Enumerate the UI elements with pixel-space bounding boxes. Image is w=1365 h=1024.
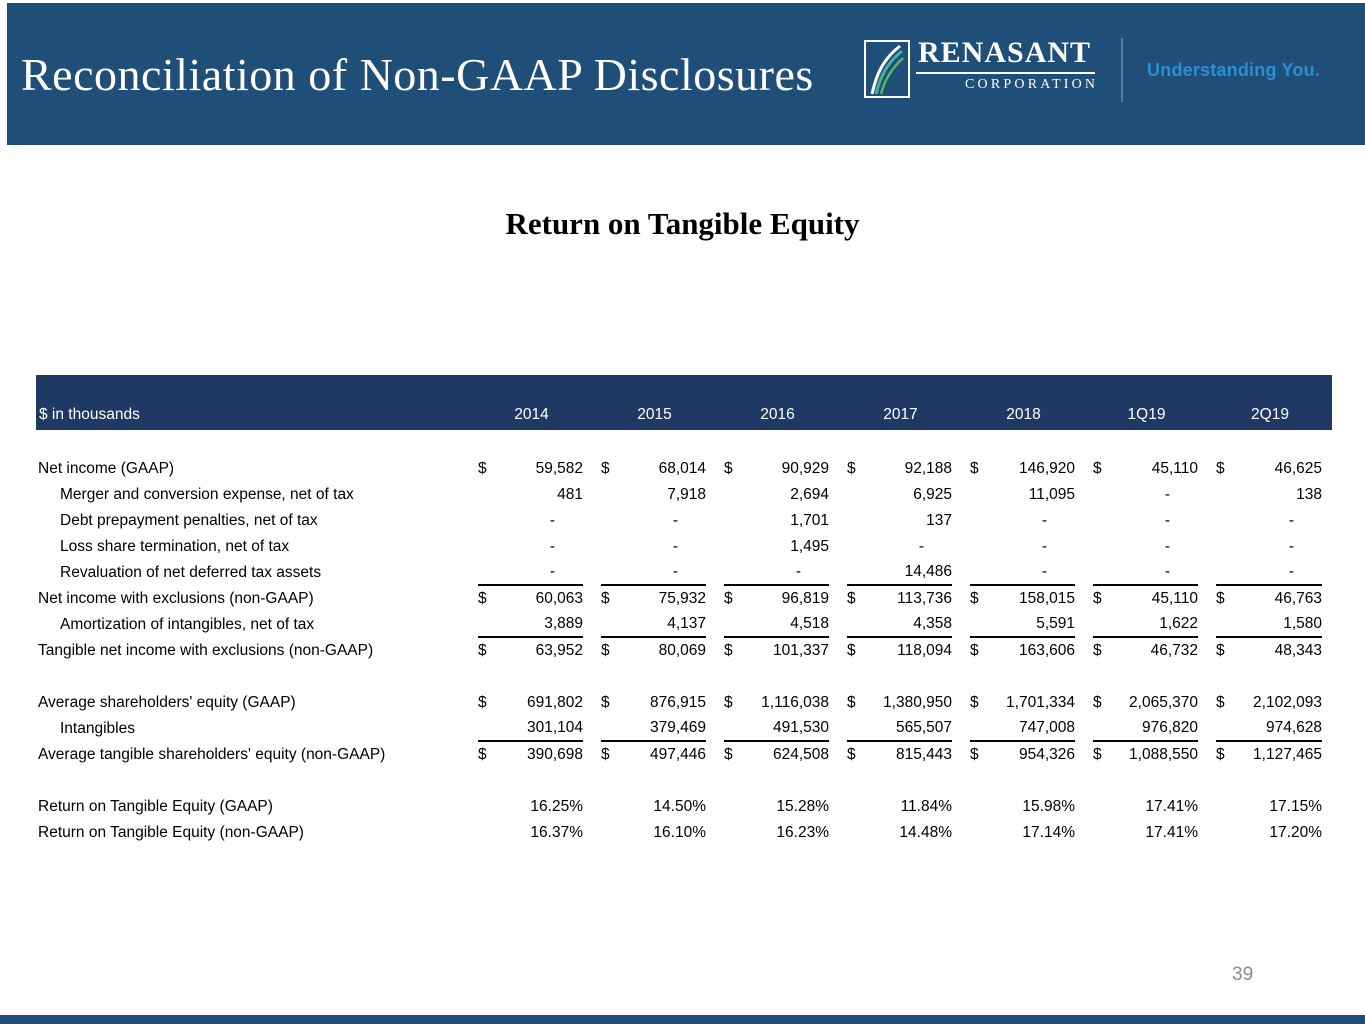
cell (470, 716, 593, 742)
column-header-1q19: 1Q19 (1085, 375, 1208, 430)
cell-value: - (1164, 563, 1170, 580)
cell-value: 80,069 (658, 642, 706, 659)
dollar-sign: $ (601, 746, 610, 763)
dollar-sign: $ (601, 694, 610, 711)
table-row (36, 690, 1332, 716)
cell (1208, 612, 1332, 638)
spacer-cell (36, 664, 1332, 690)
title-bar (7, 3, 1365, 145)
cell (1085, 690, 1208, 716)
table-row (36, 586, 1332, 612)
header-gap-row (36, 430, 1332, 456)
cell-value: 15.98% (1022, 798, 1075, 815)
dollar-sign: $ (478, 590, 487, 607)
cell-value: 624,508 (772, 746, 829, 763)
table-row (36, 820, 1332, 846)
cell (716, 456, 839, 482)
cell-value: - (549, 538, 555, 555)
financial-table-body (36, 430, 1332, 846)
cell (470, 560, 593, 586)
dollar-sign: $ (847, 460, 856, 477)
cell-value: 17.15% (1269, 798, 1322, 815)
table-header-row (36, 375, 1332, 430)
logo-text (916, 36, 1099, 93)
cell (716, 508, 839, 534)
cell-value: 497,446 (649, 746, 706, 763)
dollar-sign: $ (724, 460, 733, 477)
logo-subname: CORPORATION (965, 77, 1099, 92)
cell-value: 90,929 (781, 460, 829, 477)
cell (1208, 820, 1332, 846)
spacer-row (36, 664, 1332, 690)
cell-value: - (1041, 538, 1047, 555)
cell-value: 565,507 (895, 719, 952, 736)
column-header-2018: 2018 (962, 375, 1085, 430)
cell (716, 794, 839, 820)
cell (593, 560, 716, 586)
brand-divider (1121, 38, 1123, 102)
cell-value: 63,952 (535, 642, 583, 659)
cell (470, 482, 593, 508)
cell-value: - (672, 512, 678, 529)
cell-value: 976,820 (1141, 719, 1198, 736)
cell-value: 815,443 (895, 746, 952, 763)
cell (962, 638, 1085, 664)
cell (593, 612, 716, 638)
cell (470, 612, 593, 638)
cell-value: - (1041, 563, 1047, 580)
table-row (36, 482, 1332, 508)
cell-value: 691,802 (526, 694, 583, 711)
spacer-row (36, 768, 1332, 794)
cell (1085, 508, 1208, 534)
cell (716, 690, 839, 716)
cell (1208, 638, 1332, 664)
dollar-sign: $ (847, 642, 856, 659)
cell-value: 16.23% (776, 824, 829, 841)
cell-value: 1,701 (790, 512, 829, 529)
cell-value: 11,095 (1028, 486, 1075, 503)
cell-value: 96,819 (781, 590, 829, 607)
cell-value: 46,763 (1274, 590, 1322, 607)
dollar-sign: $ (601, 642, 610, 659)
bottom-accent-strip (0, 1015, 1365, 1024)
column-header-2q19: 2Q19 (1208, 375, 1332, 430)
cell-value: 1,380,950 (883, 694, 952, 711)
brand-logo (864, 36, 1320, 102)
dollar-sign: $ (1216, 590, 1225, 607)
cell (962, 560, 1085, 586)
dollar-sign: $ (478, 694, 487, 711)
cell (716, 820, 839, 846)
cell (839, 716, 962, 742)
cell-value: 2,102,093 (1253, 694, 1322, 711)
table-title: Return on Tangible Equity (505, 206, 860, 241)
cell (593, 508, 716, 534)
dollar-sign: $ (724, 746, 733, 763)
cell-value: - (1164, 486, 1170, 503)
cell (593, 638, 716, 664)
cell-value: 16.37% (530, 824, 583, 841)
cell-value: - (1041, 512, 1047, 529)
cell (716, 742, 839, 768)
cell-value: 7,918 (667, 486, 706, 503)
cell-value: 163,606 (1018, 642, 1075, 659)
cell (1085, 716, 1208, 742)
cell-value: 1,088,550 (1129, 746, 1198, 763)
cell-value: 146,920 (1018, 460, 1075, 477)
cell-value: 1,580 (1283, 615, 1322, 632)
cell (470, 690, 593, 716)
table-row (36, 612, 1332, 638)
cell (1208, 560, 1332, 586)
cell-value: 15.28% (776, 798, 829, 815)
cell-value: - (549, 563, 555, 580)
cell (716, 612, 839, 638)
cell-value: 954,326 (1018, 746, 1075, 763)
cell (839, 820, 962, 846)
cell (593, 534, 716, 560)
table-row (36, 716, 1332, 742)
column-header-2016: 2016 (716, 375, 839, 430)
cell (962, 508, 1085, 534)
cell (1208, 742, 1332, 768)
dollar-sign: $ (847, 746, 856, 763)
row-label: Average tangible shareholders' equity (non-GAAP) (38, 746, 386, 763)
cell-value: 158,015 (1018, 590, 1075, 607)
row-label: Return on Tangible Equity (non-GAAP) (38, 824, 304, 841)
table-row (36, 456, 1332, 482)
cell (839, 612, 962, 638)
dollar-sign: $ (970, 642, 979, 659)
cell-value: 1,495 (790, 538, 829, 555)
cell (1085, 612, 1208, 638)
cell (593, 716, 716, 742)
cell (1085, 456, 1208, 482)
cell-value: 14.48% (899, 824, 952, 841)
row-label: Average shareholders' equity (GAAP) (38, 694, 296, 711)
cell-value: 14.50% (653, 798, 706, 815)
cell-value: 4,358 (913, 615, 952, 632)
financial-table (36, 375, 1332, 846)
cell (839, 794, 962, 820)
cell (962, 586, 1085, 612)
cell (1085, 820, 1208, 846)
cell (1085, 534, 1208, 560)
cell (1085, 794, 1208, 820)
cell-value: 68,014 (658, 460, 706, 477)
dollar-sign: $ (847, 694, 856, 711)
cell (1085, 482, 1208, 508)
cell-value: - (1164, 538, 1170, 555)
cell (593, 690, 716, 716)
dollar-sign: $ (1216, 460, 1225, 477)
cell (839, 534, 962, 560)
cell-value: 6,925 (913, 486, 952, 503)
cell-value: 481 (557, 486, 583, 503)
row-label: Net income (GAAP) (38, 460, 175, 477)
row-label: Tangible net income with exclusions (non-GAAP) (38, 642, 374, 659)
cell-value: 17.41% (1145, 798, 1198, 815)
cell-value: 11.84% (900, 798, 952, 815)
cell (839, 638, 962, 664)
cell (470, 508, 593, 534)
table-row (36, 742, 1332, 768)
row-label: Intangibles (60, 720, 135, 737)
cell-value: - (1164, 512, 1170, 529)
cell-value: - (1288, 563, 1294, 580)
cell-value: 974,628 (1265, 719, 1322, 736)
cell (470, 820, 593, 846)
cell (470, 794, 593, 820)
cell (1208, 586, 1332, 612)
cell-value: 17.20% (1269, 824, 1322, 841)
dollar-sign: $ (1093, 642, 1102, 659)
cell-value: 17.41% (1145, 824, 1198, 841)
cell-value: 59,582 (535, 460, 583, 477)
cell-value: 101,337 (772, 642, 829, 659)
cell-value: 4,137 (667, 615, 706, 632)
table-header (36, 375, 1332, 430)
cell-value: 118,094 (897, 642, 952, 659)
cell-value: 45,110 (1151, 590, 1198, 607)
logo-name: RENASANT (916, 36, 1095, 74)
cell-value: - (672, 538, 678, 555)
cell-value: 491,530 (772, 719, 829, 736)
cell (962, 794, 1085, 820)
column-header-2017: 2017 (839, 375, 962, 430)
cell-value: 379,469 (649, 719, 706, 736)
cell (593, 456, 716, 482)
dollar-sign: $ (970, 590, 979, 607)
cell (1208, 716, 1332, 742)
cell (716, 716, 839, 742)
cell-value: - (918, 538, 924, 555)
cell (839, 456, 962, 482)
cell-value: 2,694 (790, 486, 829, 503)
spacer-cell (36, 768, 1332, 794)
cell (470, 638, 593, 664)
dollar-sign: $ (1093, 460, 1102, 477)
dollar-sign: $ (970, 460, 979, 477)
cell-value: 16.10% (653, 824, 706, 841)
cell-value: 301,104 (526, 719, 583, 736)
cell-value: 390,698 (526, 746, 583, 763)
cell (962, 742, 1085, 768)
table-row (36, 560, 1332, 586)
brand-tagline: Understanding You. (1147, 60, 1320, 80)
cell (962, 690, 1085, 716)
cell-value: 113,736 (897, 590, 952, 607)
row-label: Amortization of intangibles, net of tax (60, 616, 315, 633)
cell (593, 742, 716, 768)
table-row (36, 534, 1332, 560)
cell (716, 638, 839, 664)
column-header-2015: 2015 (593, 375, 716, 430)
cell-value: 3,889 (544, 615, 583, 632)
cell-value: 747,008 (1018, 719, 1075, 736)
cell (1085, 638, 1208, 664)
cell (470, 586, 593, 612)
cell-value: 2,065,370 (1129, 694, 1198, 711)
cell-value: 1,116,038 (761, 694, 829, 711)
cell-value: - (672, 563, 678, 580)
cell-value: 75,932 (658, 590, 706, 607)
slide-title: Reconciliation of Non-GAAP Disclosures (21, 48, 814, 100)
cell-value: 1,127,465 (1253, 746, 1322, 763)
cell (1208, 794, 1332, 820)
cell (839, 586, 962, 612)
cell (593, 482, 716, 508)
table-row (36, 638, 1332, 664)
cell-value: 46,732 (1150, 642, 1198, 659)
cell-value: 48,343 (1274, 642, 1322, 659)
cell-value: 17.14% (1022, 824, 1075, 841)
cell-value: - (1288, 538, 1294, 555)
cell-value: 1,701,334 (1006, 694, 1075, 711)
cell (1208, 534, 1332, 560)
cell (962, 534, 1085, 560)
cell-value: 137 (926, 512, 952, 529)
cell (593, 820, 716, 846)
cell-value: - (1288, 512, 1294, 529)
cell-value: 138 (1296, 486, 1322, 503)
cell-value: 60,063 (535, 590, 583, 607)
cell (839, 742, 962, 768)
row-label: Revaluation of net deferred tax assets (60, 564, 322, 581)
cell-value: 92,188 (904, 460, 952, 477)
row-label: Loss share termination, net of tax (60, 538, 290, 555)
cell-value: 5,591 (1036, 615, 1075, 632)
cell (839, 560, 962, 586)
unit-label: $ in thousands (36, 375, 470, 430)
cell-value: 1,622 (1159, 615, 1198, 632)
table-row (36, 508, 1332, 534)
cell (470, 456, 593, 482)
row-label: Return on Tangible Equity (GAAP) (38, 798, 273, 815)
cell (593, 586, 716, 612)
cell (1208, 508, 1332, 534)
cell-value: 876,915 (649, 694, 706, 711)
dollar-sign: $ (1216, 694, 1225, 711)
dollar-sign: $ (1093, 590, 1102, 607)
cell-value: 46,625 (1274, 460, 1322, 477)
dollar-sign: $ (601, 590, 610, 607)
cell (470, 534, 593, 560)
dollar-sign: $ (724, 590, 733, 607)
dollar-sign: $ (478, 642, 487, 659)
cell-value: 16.25% (530, 798, 583, 815)
dollar-sign: $ (847, 590, 856, 607)
cell (962, 716, 1085, 742)
cell-value: - (549, 512, 555, 529)
cell (1085, 742, 1208, 768)
cell (962, 456, 1085, 482)
cell-value: 45,110 (1151, 460, 1198, 477)
cell (1208, 456, 1332, 482)
dollar-sign: $ (1093, 746, 1102, 763)
cell-value: - (795, 563, 801, 580)
table-row (36, 794, 1332, 820)
row-label: Debt prepayment penalties, net of tax (60, 512, 318, 529)
dollar-sign: $ (724, 642, 733, 659)
cell (716, 482, 839, 508)
column-header-2014: 2014 (470, 375, 593, 430)
dollar-sign: $ (1093, 694, 1102, 711)
cell (716, 534, 839, 560)
cell (1085, 586, 1208, 612)
dollar-sign: $ (970, 694, 979, 711)
cell (839, 690, 962, 716)
dollar-sign: $ (1216, 642, 1225, 659)
dollar-sign: $ (970, 746, 979, 763)
dollar-sign: $ (724, 694, 733, 711)
cell (962, 482, 1085, 508)
row-label: Net income with exclusions (non-GAAP) (38, 590, 314, 607)
dollar-sign: $ (601, 460, 610, 477)
cell (962, 612, 1085, 638)
row-label: Merger and conversion expense, net of tax (60, 486, 354, 503)
cell (962, 820, 1085, 846)
dollar-sign: $ (478, 460, 487, 477)
dollar-sign: $ (1216, 746, 1225, 763)
cell-value: 4,518 (790, 615, 829, 632)
page-number: 39 (1232, 964, 1254, 985)
cell (470, 742, 593, 768)
cell (1085, 560, 1208, 586)
dollar-sign: $ (478, 746, 487, 763)
cell (716, 560, 839, 586)
cell (839, 508, 962, 534)
cell (839, 482, 962, 508)
cell (593, 794, 716, 820)
cell (1208, 690, 1332, 716)
cell (1208, 482, 1332, 508)
cell-value: 14,486 (904, 563, 952, 580)
cell (716, 586, 839, 612)
renasant-leaf-icon (864, 40, 910, 98)
